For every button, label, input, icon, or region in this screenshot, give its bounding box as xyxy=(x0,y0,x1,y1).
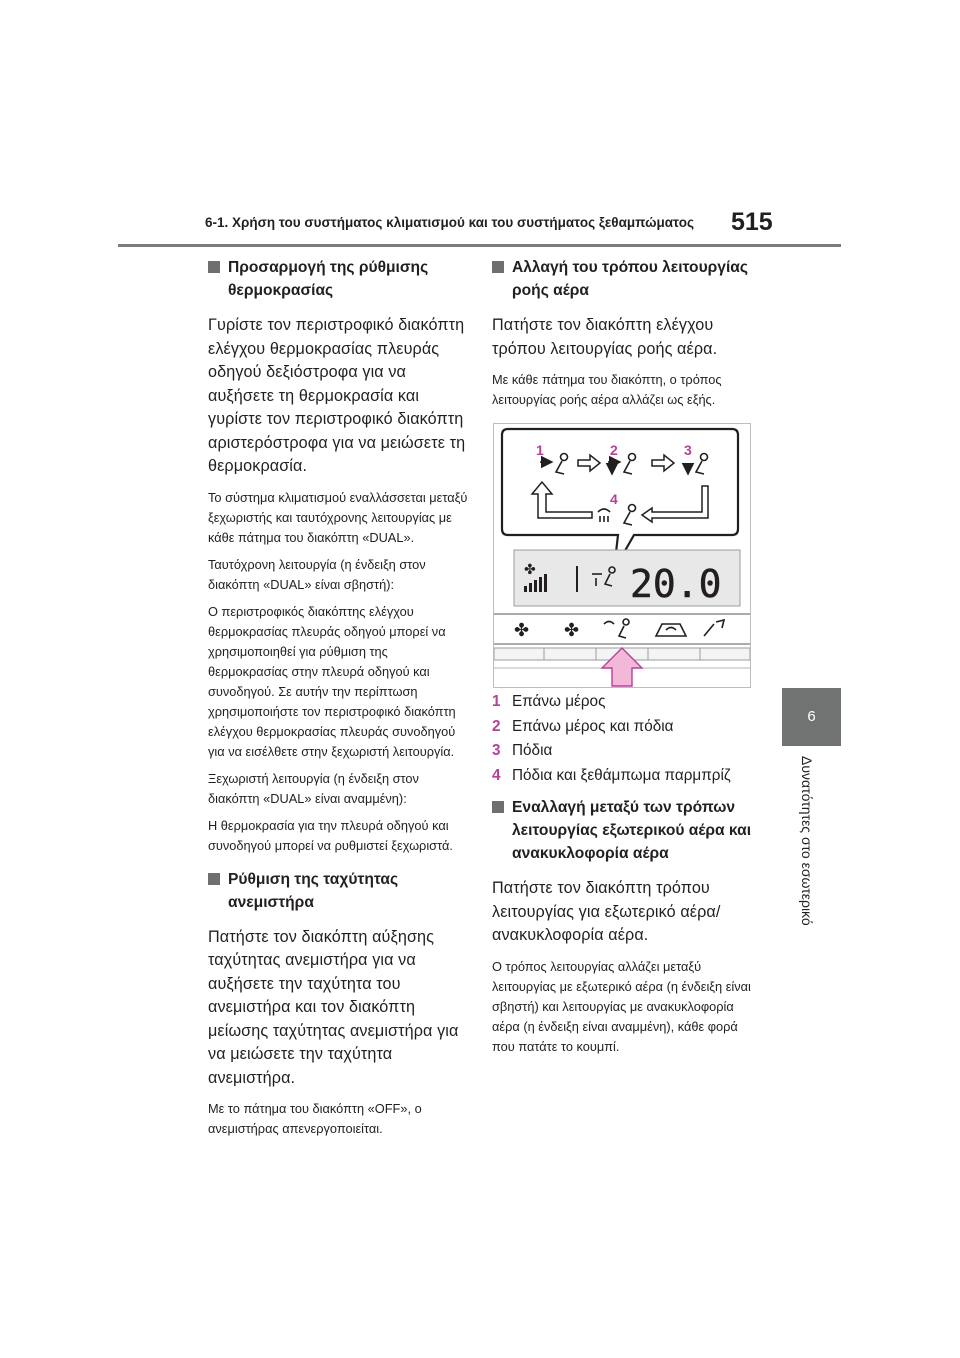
fan-heading: Ρύθμιση της ταχύτητας ανεμιστήρα xyxy=(208,868,470,914)
fan-note: Με το πάτημα του διακόπτη «OFF», ο ανεμιστήρας απενεργοποιείται. xyxy=(208,1101,422,1136)
temp-note-simultaneous-detail: Ο περιστροφικός διακόπτης ελέγχου θερμοκρασίας πλευράς οδηγού μπορεί να χρησιμοποιηθεί για ρύθμιση της θερμοκρασίας στην πλευρά οδηγού και συνοδηγού. Σε αυτήν την περίπτωση χρησιμοποιήστε τον περιστροφικό διακόπτη ελέγχου θερμοκρασίας πλευράς συνοδηγού για να εισέλθετε στην ξεχωριστή λειτουργία. xyxy=(208,603,456,759)
square-bullet-icon xyxy=(208,873,220,885)
lcd-temperature: 20.0 xyxy=(630,562,722,606)
right-column-top xyxy=(492,256,754,417)
recirc-note: Ο τρόπος λειτουργίας αλλάζει μεταξύ λειτουργίας με εξωτερικό αέρα (η ένδειξη είναι σβηστή) και λειτουργίας με ανακυκλοφορία αέρα (η ένδειξη είναι αναμμένη), κάθε φορά που πατάτε το κουμπί. xyxy=(492,958,751,1054)
callout-1: 1 xyxy=(536,442,544,458)
fan-up-button: ✤ xyxy=(564,620,580,641)
square-bullet-icon xyxy=(492,801,504,813)
defrost-button-icon xyxy=(704,620,724,636)
lcd-fan-icon: ✤ xyxy=(524,562,536,578)
mode-list xyxy=(492,690,754,788)
mode-note: Με κάθε πάτημα του διακόπτη, ο τρόπος λειτουργίας ροής αέρα αλλάζει ως εξής. xyxy=(492,372,722,407)
mode-body: Πατήστε τον διακόπτη ελέγχου τρόπου λειτουργίας ροής αέρα. xyxy=(492,316,718,358)
chapter-title-text: Δυνατότητες στο εσωτερικό xyxy=(799,756,815,926)
section-header: 6-1. Χρήση του συστήματος κλιματισμού και του συστήματος ξεθαμπώματος xyxy=(205,215,694,230)
page-number: 515 xyxy=(731,208,773,236)
list-item: 2 Επάνω μέρος και πόδια xyxy=(492,717,674,735)
airflow-mode-figure xyxy=(493,423,751,688)
recirc-heading: Εναλλαγή μεταξύ των τρόπων λειτουργίας εξωτερικού αέρα και ανακυκλοφορία αέρα xyxy=(492,796,754,865)
list-item: 3 Πόδια xyxy=(492,742,553,759)
right-column-bottom xyxy=(492,690,754,1064)
callout-2: 2 xyxy=(610,442,618,458)
mode-button-icon xyxy=(604,619,629,638)
chapter-side-title xyxy=(795,756,819,956)
callout-3: 3 xyxy=(684,442,692,458)
temp-heading: Προσαρμογή της ρύθμισης θερμοκρασίας xyxy=(208,256,470,302)
recirculation-button-icon xyxy=(656,624,686,636)
mode-heading: Αλλαγή του τρόπου λειτουργίας ροής αέρα xyxy=(492,256,754,302)
fan-body: Πατήστε τον διακόπτη αύξησης ταχύτητας ανεμιστήρα για να αυξήσετε την ταχύτητα του ανεμιστήρα και τον διακόπτη μείωσης ταχύτητας ανεμιστήρα για να μειώσετε την ταχύτητα ανεμιστήρα. xyxy=(208,927,459,1087)
temp-note-separate: Ξεχωριστή λειτουργία (η ένδειξη στον διακόπτη «DUAL» είναι αναμμένη): xyxy=(208,770,419,806)
climate-panel-illustration xyxy=(494,424,750,687)
fan-down-button: ✤ xyxy=(514,620,530,641)
header-rule xyxy=(118,244,841,247)
list-item: 4 Πόδια και ξεθάμπωμα παρμπρίζ xyxy=(492,766,731,784)
temp-body: Γυρίστε τον περιστροφικό διακόπτη ελέγχου θερμοκρασίας πλευράς οδηγού δεξιόστροφα για να αυξήσετε τη θερμοκρασία και γυρίστε τον περιστροφικό διακόπτη αριστερόστροφα για να μειώσετε τη θερμοκρασία. xyxy=(208,316,466,475)
temp-note-separate-detail: Η θερμοκρασία για την πλευρά οδηγού και συνοδηγού μπορεί να ρυθμιστεί ξεχωριστά. xyxy=(208,817,453,853)
recirc-body: Πατήστε τον διακόπτη τρόπου λειτουργίας για εξωτερικό αέρα/ανακυκλοφορία αέρα. xyxy=(492,879,721,944)
temp-note-simultaneous: Ταυτόχρονη λειτουργία (η ένδειξη στον διακόπτη «DUAL» είναι σβηστή): xyxy=(208,556,426,592)
square-bullet-icon xyxy=(492,261,504,273)
callout-4: 4 xyxy=(610,491,618,507)
chapter-tab[interactable]: 6 xyxy=(782,688,841,746)
square-bullet-icon xyxy=(208,261,220,273)
list-item: 1 Επάνω μέρος xyxy=(492,693,606,710)
temp-note-dual: Το σύστημα κλιματισμού εναλλάσσεται μεταξύ ξεχωριστής και ταυτόχρονης λειτουργίας με κάθε πάτημα του διακόπτη «DUAL». xyxy=(208,489,468,545)
left-column xyxy=(208,256,470,1146)
